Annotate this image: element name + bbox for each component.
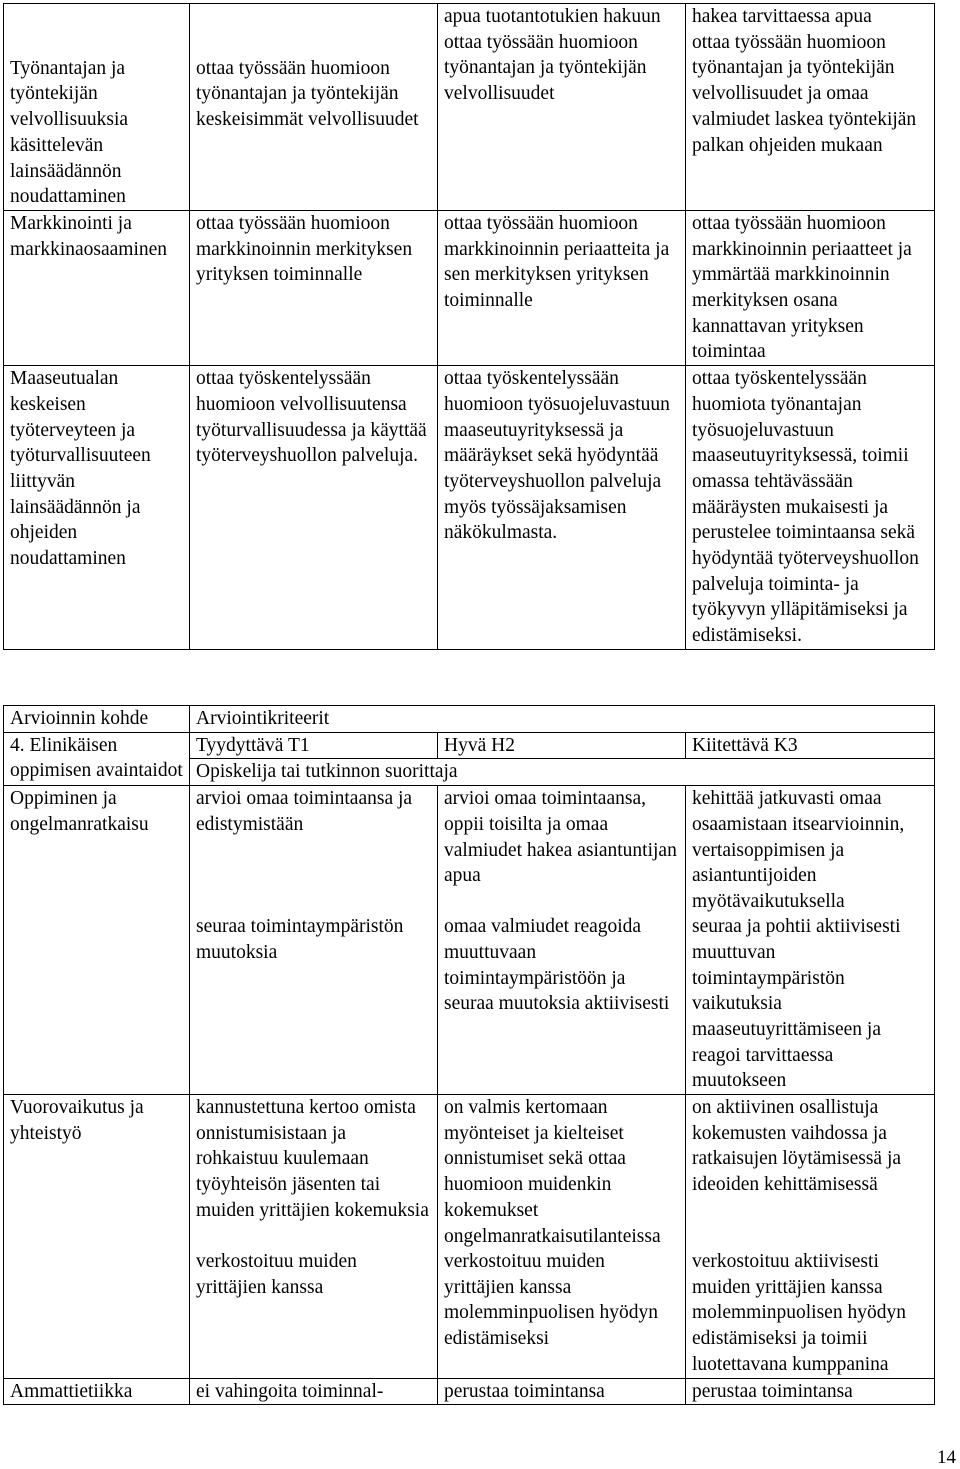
table-row bbox=[4, 1095, 935, 1379]
table-cell-h2: ottaa työssään huomioon markkinoinnin periaatteita ja sen merkityksen yrityksen toiminnalle bbox=[438, 210, 686, 365]
table-cell-t1: ottaa työskentelyssään huomioon velvollisuutensa työturvallisuudessa ja käyttää työterveyshuollon palveluja. bbox=[190, 366, 438, 650]
assessment-target: Maaseutualan keskeisen työterveyteen ja työturvallisuuteen liittyvän lainsäädännön ja ohjeiden noudattaminen bbox=[4, 366, 190, 650]
table-cell-k3: ottaa työssään huomioon työnantajan ja työntekijän velvollisuudet ja omaa valmiudet laskea työntekijän palkan ohjeiden mukaan bbox=[686, 30, 935, 211]
table-cell-t1 bbox=[190, 786, 438, 1095]
table-cell-t1: ei vahingoita toiminnal- bbox=[190, 1378, 438, 1405]
table-cell-k3 bbox=[686, 1095, 935, 1379]
table-header-row bbox=[4, 706, 935, 733]
page-number: 14 bbox=[937, 1447, 956, 1468]
criterion-text: verkostoituu muiden yrittäjien kanssa molemminpuolisen hyödyn edistämiseksi bbox=[444, 1251, 658, 1350]
table-header-row bbox=[4, 732, 935, 759]
table-cell-t1: ottaa työssään huomioon työnantajan ja työntekijän keskeisimmät velvollisuudet bbox=[190, 30, 438, 211]
criterion-text: kehittää jatkuvasti omaa osaamistaan itsearvioinnin, vertaisoppimisen ja asiantuntijoiden myötävaikutuksella bbox=[692, 788, 905, 912]
table-row bbox=[4, 1378, 935, 1405]
table-row bbox=[4, 30, 935, 211]
table-cell-k3 bbox=[686, 786, 935, 1095]
criterion-text: seuraa ja pohtii aktiivisesti muuttuvan toimintaympäristön vaikutuksia maaseutuyrittämiseen ja reagoi tarvittaessa muutokseen bbox=[692, 916, 901, 1092]
criterion-text: verkostoituu muiden yrittäjien kanssa bbox=[196, 1251, 357, 1298]
table-cell-k3: hakea tarvittaessa apua bbox=[686, 4, 935, 30]
criterion-text: on aktiivinen osallistuja kokemusten vaihdossa ja ratkaisujen löytämisessä ja ideoiden kehittämisessä bbox=[692, 1097, 902, 1196]
table-cell-empty bbox=[190, 4, 438, 30]
table-cell-empty bbox=[4, 4, 190, 30]
table-cell-h2: ottaa työssään huomioon työnantajan ja työntekijän velvollisuudet bbox=[438, 30, 686, 211]
table-row bbox=[4, 786, 935, 1095]
assessment-target: Vuorovaikutus ja yhteistyö bbox=[4, 1095, 190, 1379]
table-cell-h2: ottaa työskentelyssään huomioon työsuojeluvastuun maaseutuyrityksessä ja määräykset sekä hyödyntää työterveyshuollon palveluja myös työssäjaksamisen näkökulmasta. bbox=[438, 366, 686, 650]
table-cell-k3: ottaa työssään huomioon markkinoinnin periaatteet ja ymmärtää markkinoinnin merkityksen osana kannattavan yrityksen toimintaa bbox=[686, 210, 935, 365]
criteria-table-key-competences bbox=[3, 705, 935, 1405]
table-cell-h2 bbox=[438, 786, 686, 1095]
section-title: 4. Elinikäisen oppimisen avaintaidot bbox=[4, 732, 190, 785]
header-k3: Kiitettävä K3 bbox=[686, 732, 935, 759]
table-cell-h2: apua tuotantotukien hakuun bbox=[438, 4, 686, 30]
table-cell-t1: ottaa työssään huomioon markkinoinnin merkityksen yrityksen toiminnalle bbox=[190, 210, 438, 365]
table-cell-k3: perustaa toimintansa bbox=[686, 1378, 935, 1405]
assessment-target: Työnantajan ja työntekijän velvollisuuksia käsittelevän lainsäädännön noudattaminen bbox=[4, 30, 190, 211]
criteria-table-continued bbox=[3, 3, 935, 650]
header-assessment-target: Arvioinnin kohde bbox=[4, 706, 190, 733]
criterion-text: arvioi omaa toimintaansa, oppii toisilta ja omaa valmiudet hakea asiantuntijan apua bbox=[444, 788, 677, 887]
criterion-text: on valmis kertomaan myönteiset ja kielteiset onnistumiset sekä ottaa huomioon muidenkin kokemukset ongelmanratkaisutilanteissa bbox=[444, 1097, 661, 1247]
table-row bbox=[4, 4, 935, 30]
criterion-text: arvioi omaa toimintaansa ja edistymistään bbox=[196, 788, 413, 835]
table-row bbox=[4, 366, 935, 650]
assessment-target: Ammattietiikka bbox=[4, 1378, 190, 1405]
criterion-text: verkostoituu aktiivisesti muiden yrittäjien kanssa molemminpuolisen hyödyn edistämiseksi ja toimii luotettavana kumppanina bbox=[692, 1251, 906, 1375]
assessment-target: Oppiminen ja ongelmanratkaisu bbox=[4, 786, 190, 1095]
criterion-text: seuraa toimintaympäristön muutoksia bbox=[196, 916, 404, 963]
header-h2: Hyvä H2 bbox=[438, 732, 686, 759]
criterion-text: kannustettuna kertoo omista onnistumisistaan ja rohkaistuu kuulemaan työyhteisön jäsenten tai muiden yrittäjien kokemuksia bbox=[196, 1097, 429, 1221]
assessment-target: Markkinointi ja markkinaosaaminen bbox=[4, 210, 190, 365]
table-cell-t1 bbox=[190, 1095, 438, 1379]
header-criteria: Arviointikriteerit bbox=[190, 706, 935, 733]
table-cell-h2: perustaa toimintansa bbox=[438, 1378, 686, 1405]
header-t1: Tyydyttävä T1 bbox=[190, 732, 438, 759]
table-cell-h2 bbox=[438, 1095, 686, 1379]
table-cell-k3: ottaa työskentelyssään huomiota työnantajan työsuojeluvastuun maaseutuyrityksessä, toimii omassa tehtävässään määräysten mukaisesti ja perustelee toimintaansa sekä hyödyntää työterveyshuollon palveluja toiminta- ja työkyvyn ylläpitämiseksi ja edistämiseksi. bbox=[686, 366, 935, 650]
table-row bbox=[4, 210, 935, 365]
header-subject: Opiskelija tai tutkinnon suorittaja bbox=[190, 759, 935, 786]
criterion-text: omaa valmiudet reagoida muuttuvaan toimintaympäristöön ja seuraa muutoksia aktiivisesti bbox=[444, 916, 670, 1015]
